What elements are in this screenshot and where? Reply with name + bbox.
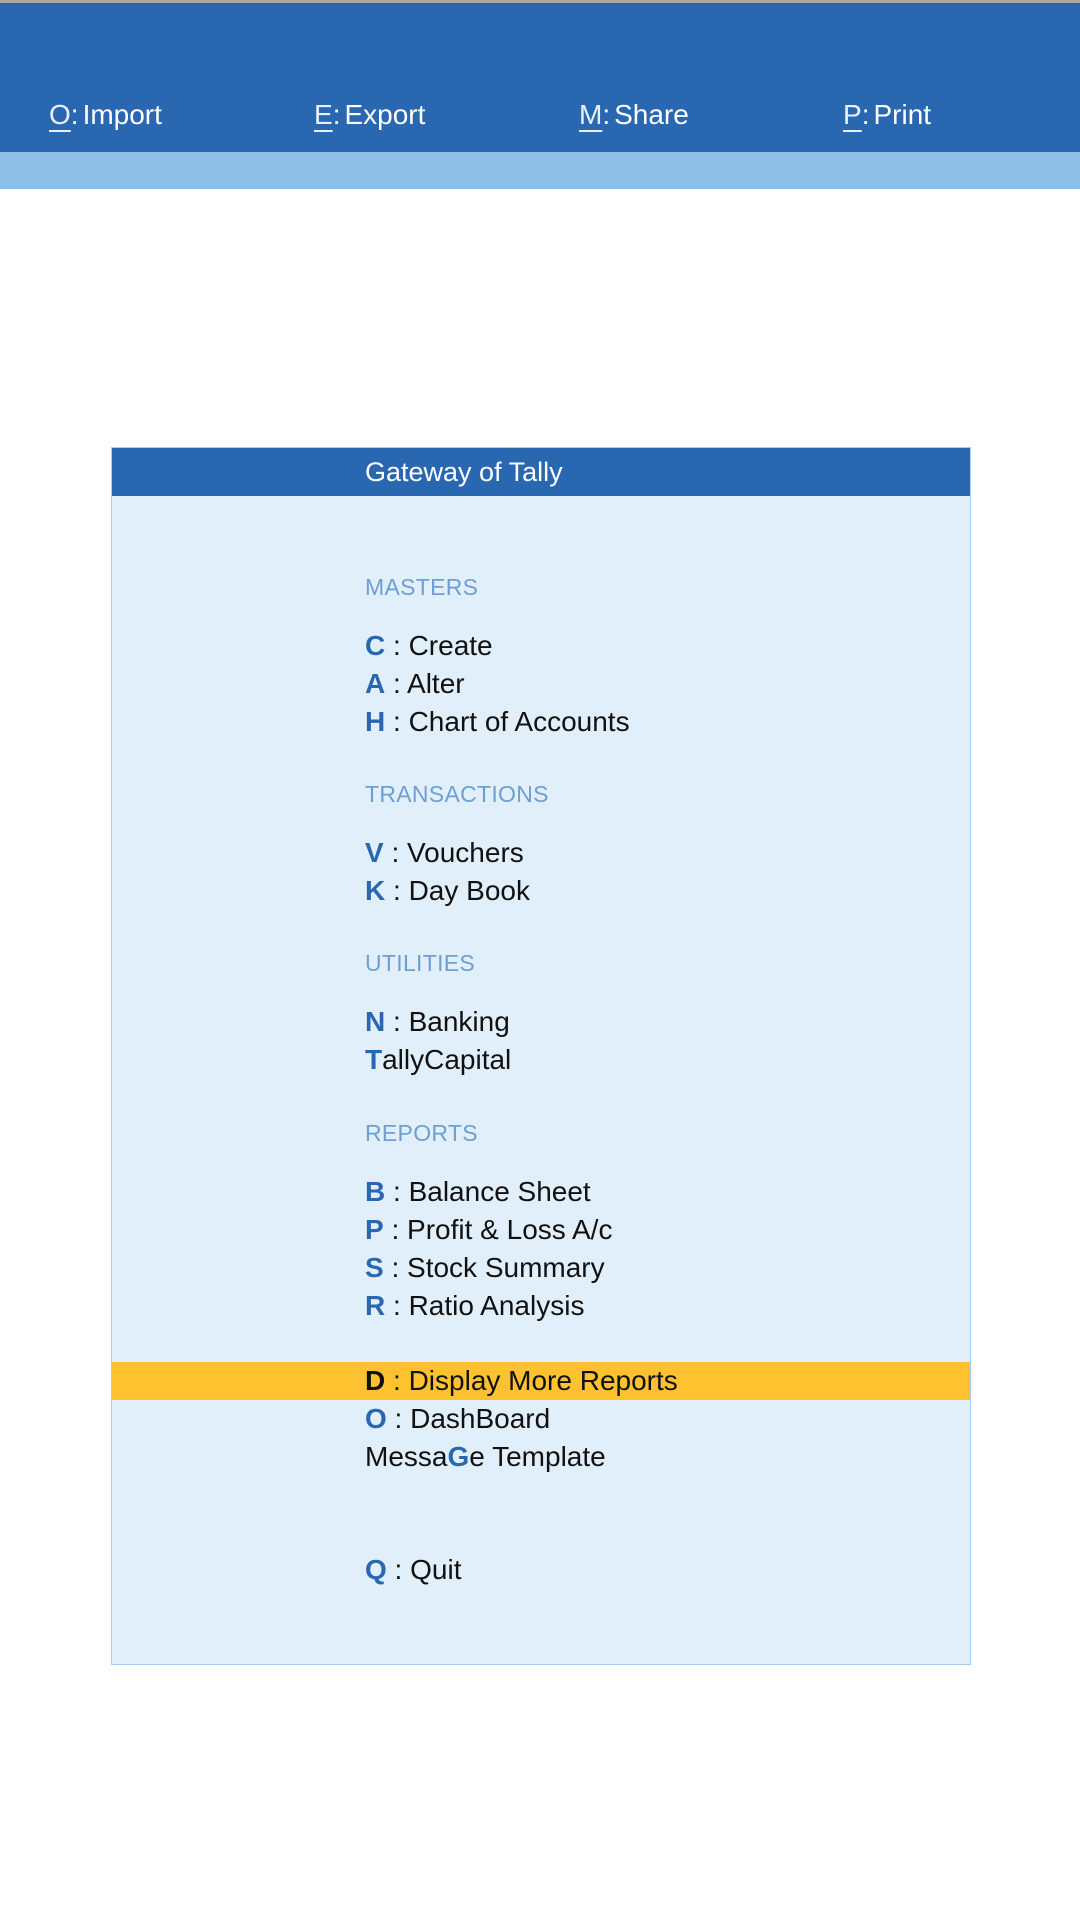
menu-item-create[interactable] xyxy=(112,627,970,665)
import-label: Import xyxy=(82,99,162,130)
section-reports-title: REPORTS xyxy=(365,1120,478,1146)
menu-item-key: O xyxy=(365,1403,387,1434)
menu-item-key: D xyxy=(365,1365,386,1396)
menu-item-sep: : xyxy=(385,706,409,737)
menu-item-key: Q xyxy=(365,1554,387,1585)
menu-item-key: T xyxy=(365,1044,383,1075)
menu-item-label-post: e Template xyxy=(469,1441,606,1472)
print-shortcut-key: P xyxy=(843,99,862,130)
menu-item-sep: : xyxy=(385,875,409,906)
menu-item-sep: : xyxy=(386,1554,411,1585)
section-utilities-title: UTILITIES xyxy=(365,950,476,976)
menu-item-label: Ratio Analysis xyxy=(408,1290,585,1321)
export-label: Export xyxy=(344,99,426,130)
menu-item-sep: : xyxy=(385,1006,409,1037)
menu-item-key: P xyxy=(365,1214,384,1245)
export-shortcut-key: E xyxy=(314,99,333,130)
menu-item-label: DashBoard xyxy=(410,1403,551,1434)
menu-item-banking[interactable] xyxy=(112,1003,970,1041)
menu-item-message-template[interactable] xyxy=(112,1438,970,1476)
menu-item-day-book[interactable] xyxy=(112,872,970,910)
menu-item-label: Chart of Accounts xyxy=(408,706,630,737)
share-button[interactable]: M : Share xyxy=(579,99,689,130)
menu-item-sep: : xyxy=(383,1252,408,1283)
menu-item-key: B xyxy=(365,1176,386,1207)
menu-item-sep: : xyxy=(383,837,408,868)
menu-item-ratio-analysis[interactable] xyxy=(112,1287,970,1325)
menu-item-key: K xyxy=(365,875,386,906)
print-label: Print xyxy=(873,99,932,130)
import-button[interactable]: O : Import xyxy=(49,99,162,130)
menu-item-label: Create xyxy=(408,630,493,661)
menu-item-profit-loss[interactable] xyxy=(112,1211,970,1249)
menu-item-sep: : xyxy=(385,1365,409,1396)
menu-item-label: Vouchers xyxy=(407,837,524,868)
menu-item-sep: : xyxy=(385,1176,409,1207)
menu-item-key: N xyxy=(365,1006,386,1037)
menu-item-alter[interactable] xyxy=(112,665,970,703)
gateway-of-tally-panel xyxy=(111,447,971,1665)
menu-item-key: A xyxy=(365,668,386,699)
menu-item-sep: : xyxy=(385,1290,409,1321)
menu-item-balance-sheet[interactable] xyxy=(112,1173,970,1211)
menu-item-label: Display More Reports xyxy=(408,1365,678,1396)
menu-item-label: Quit xyxy=(410,1554,462,1585)
gateway-title: Gateway of Tally xyxy=(365,457,563,487)
menu-item-vouchers[interactable] xyxy=(112,834,970,872)
menu-item-sep: : xyxy=(385,630,409,661)
menu-item-sep: : xyxy=(385,668,408,699)
menu-item-stock-summary[interactable] xyxy=(112,1249,970,1287)
menu-item-key: G xyxy=(447,1441,470,1472)
import-shortcut-key: O xyxy=(49,99,71,130)
menu-item-tallycapital[interactable] xyxy=(112,1041,970,1079)
top-toolbar xyxy=(0,3,1080,152)
menu-item-label-post: allyCapital xyxy=(382,1044,512,1075)
menu-item-dashboard[interactable] xyxy=(112,1400,970,1438)
menu-item-key: V xyxy=(365,837,384,868)
menu-item-label: Balance Sheet xyxy=(408,1176,591,1207)
menu-item-label: Alter xyxy=(407,668,465,699)
menu-item-key: R xyxy=(365,1290,386,1321)
menu-item-sep: : xyxy=(383,1214,408,1245)
menu-item-sep: : xyxy=(386,1403,411,1434)
gateway-header xyxy=(112,448,970,496)
menu-item-key: C xyxy=(365,630,386,661)
print-button[interactable]: P : Print xyxy=(843,99,932,130)
menu-item-label: Day Book xyxy=(408,875,530,906)
menu-item-key: S xyxy=(365,1252,384,1283)
menu-item-label: Profit & Loss A/c xyxy=(407,1214,613,1245)
menu-item-key: H xyxy=(365,706,386,737)
section-masters-title: MASTERS xyxy=(365,574,479,600)
menu-item-display-more-reports[interactable] xyxy=(112,1362,970,1400)
share-label: Share xyxy=(614,99,689,130)
menu-item-quit[interactable] xyxy=(112,1551,970,1589)
menu-item-chart-of-accounts[interactable] xyxy=(112,703,970,741)
toolbar-subbar xyxy=(0,152,1080,189)
export-button[interactable]: E : Export xyxy=(314,99,426,130)
menu-item-label: Banking xyxy=(408,1006,510,1037)
share-shortcut-key: M xyxy=(579,99,603,130)
menu-item-label: Stock Summary xyxy=(407,1252,605,1283)
section-transactions-title: TRANSACTIONS xyxy=(365,781,549,807)
menu-item-label-pre: Messa xyxy=(365,1441,448,1472)
